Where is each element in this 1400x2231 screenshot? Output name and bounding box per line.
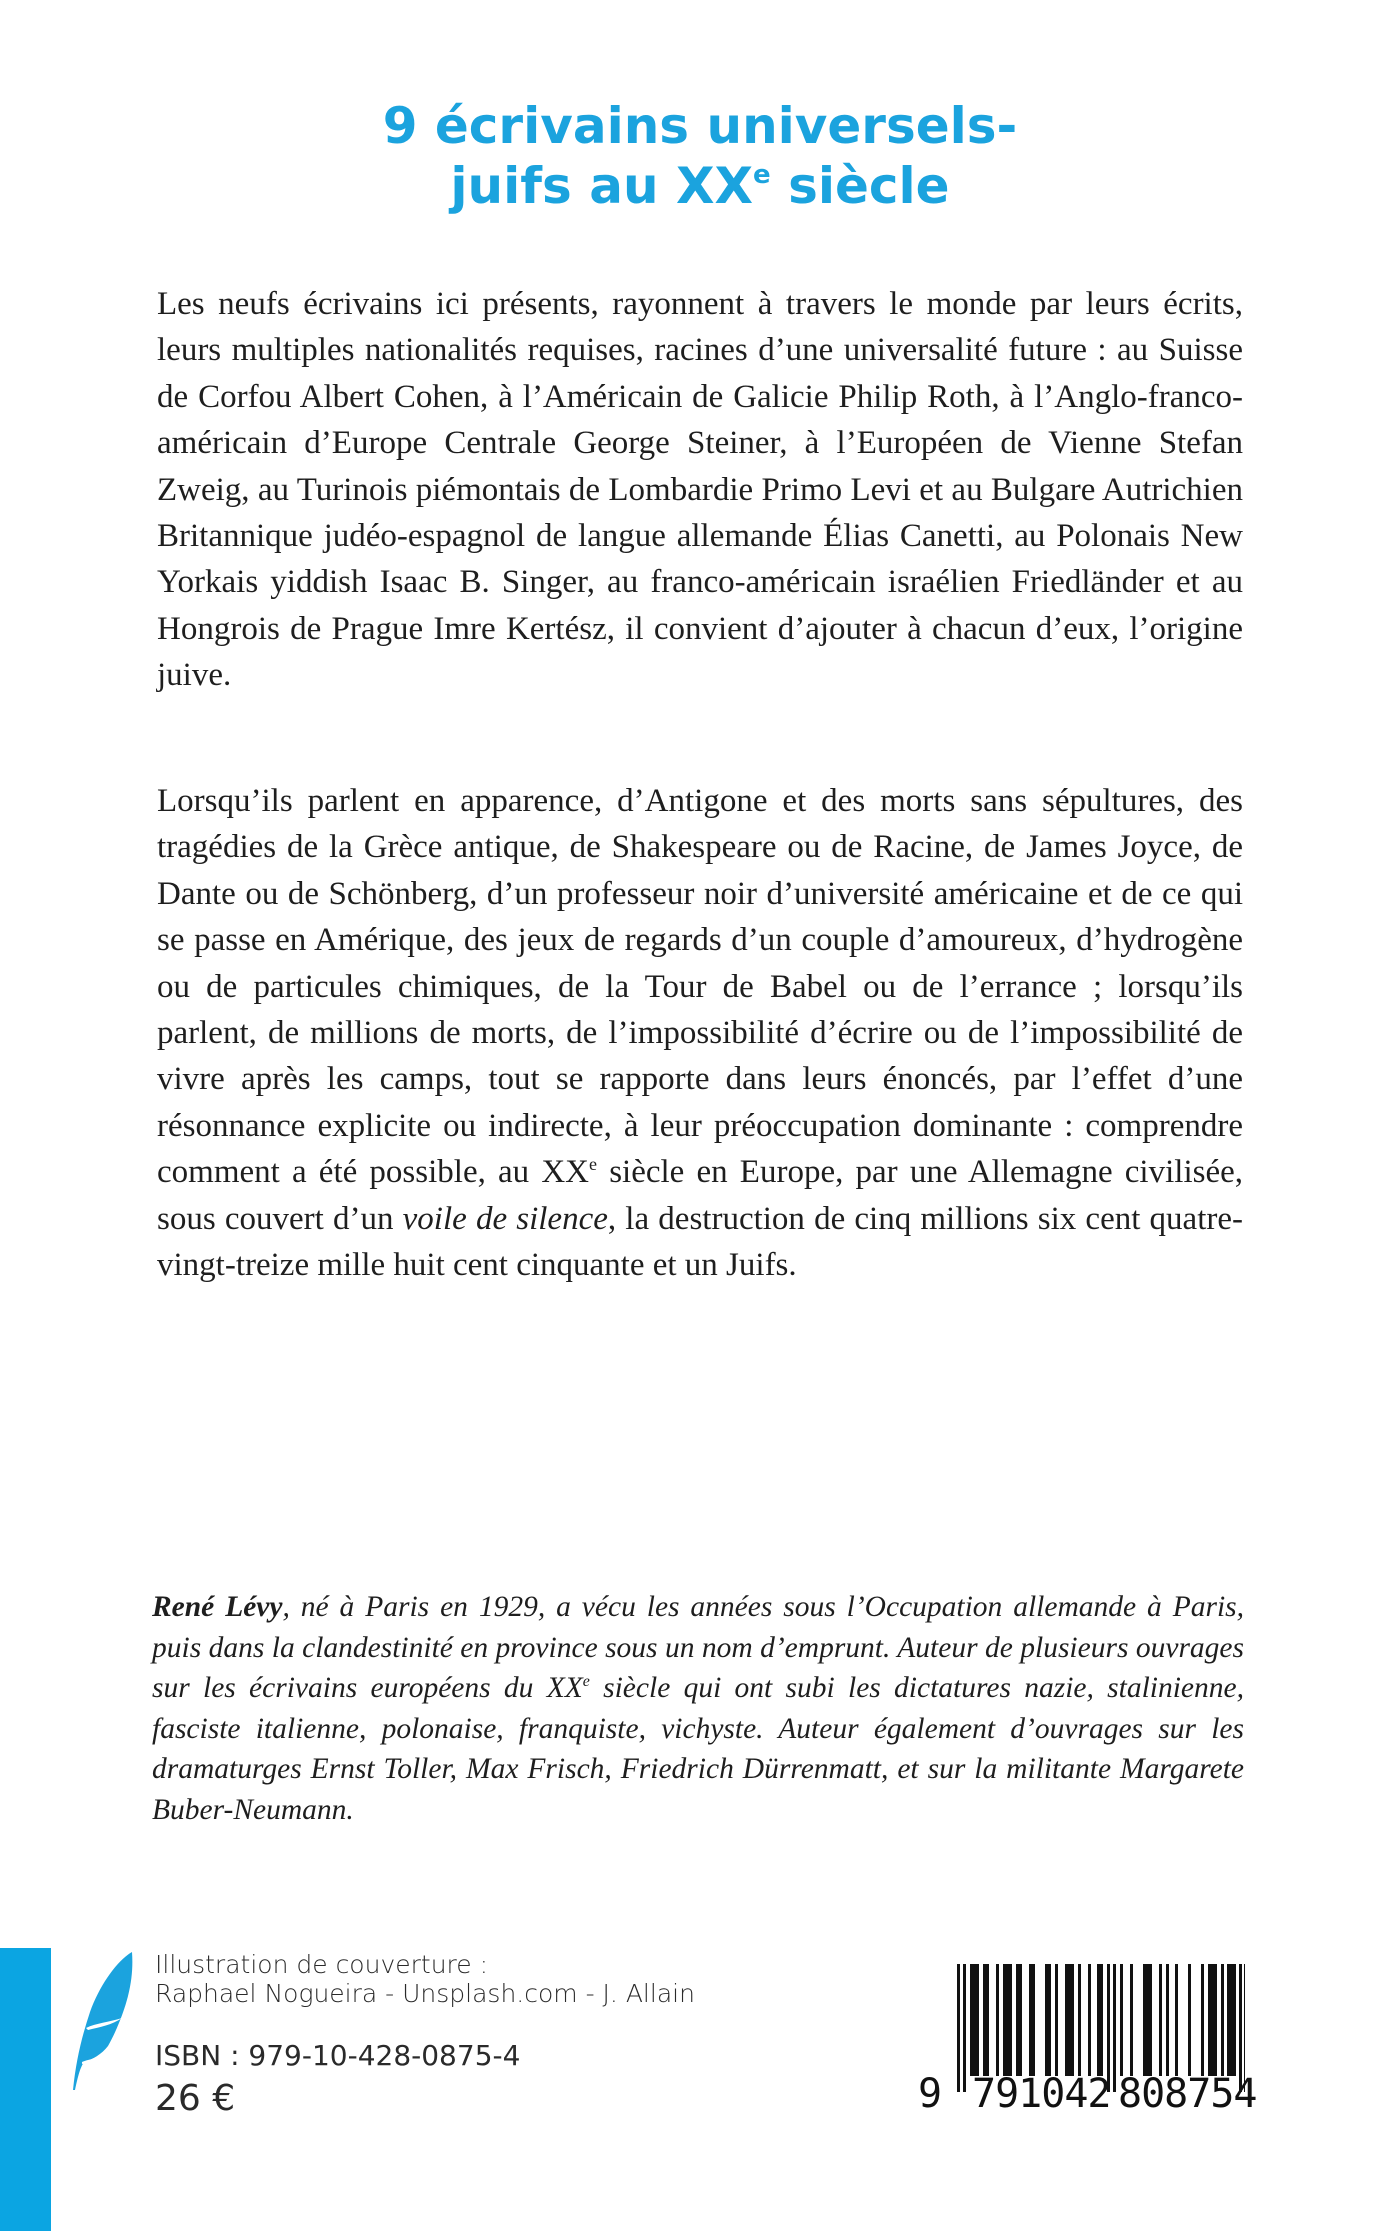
price: 26 € [155,2078,236,2119]
author-name: René Lévy [152,1591,283,1623]
blurb-paragraph-2-end: , la destruction de cinq millions six cent quatre-vingt-treize mille huit cent cinquante et un Juifs. [157,1200,1243,1284]
book-title [0,96,1400,216]
illustration-credit: Raphael Nogueira - Unsplash.com - J. Allain [155,1979,695,2008]
illustration-label: Illustration de couverture : [155,1950,489,1979]
author-bio [152,1587,1244,1831]
barcode-left-digits: 791042 [972,2071,1111,2117]
title-line-1: 9 écrivains universels- [382,97,1018,155]
title-line-2-end: siècle [770,157,950,215]
isbn: ISBN : 979-10-428-0875-4 [155,2039,521,2072]
cover-credits [155,1950,755,2120]
blurb-paragraph-1: Les neufs écrivains ici présents, rayonnent à travers le monde par leurs écrits, leurs multiples nationalités requises, racines d’une universalité future : au Suisse de Corfou Albert Cohen, à l’Américain de Galicie Philip Roth, à l’Anglo-franco-américain d’Europe Centrale George Steiner, à l’Européen de Vienne Stefan Zweig, au Turinois piémontais de Lombardie Primo Levi et au Bulgare Autrichien Britannique judéo-espagnol de langue allemande Élias Canetti, au Polonais New Yorkais yiddish Isaac B. Singer, au franco-américain israélien Friedländer et au Hongrois de Prague Imre Kertész, il convient d’ajouter à chacun d’eux, l’origine juive. [157,286,1243,694]
blurb-emphasis: voile de silence [402,1200,608,1237]
blurb-paragraph-2-text: Lorsqu’ils parlent en apparence, d’Antigone et des morts sans sépultures, des tragédies de la Grèce antique, de Shakespeare ou de Racine, de James Joyce, de Dante ou de Schönberg, d’un professeur noir d’université américaine et de ce qui se passe en Amérique, des jeux de regards d’un couple d’amoureux, d’hydrogène ou de particules chimiques, de la Tour de Babel ou de l’errance ; lorsqu’ils parlent, de millions de morts, de l’impossibilité d’écrire ou de l’impossibilité de vivre après les camps, tout se rapporte dans leurs énoncés, par l’effet d’une résonnance explicite ou indirecte, à leur préoccupation dominante : comprendre comment a été possible, au XX [157,783,1243,1191]
spine-accent-bar [0,1948,51,2231]
author-bio-text: , né à Paris en 1929, a vécu les années sous l’Occupation allemande à Paris, puis dans la clandestinité en province sous un nom d’emprunt. Auteur de plusieurs ouvrages sur les écrivains européens du XX [152,1591,1244,1705]
title-superscript: e [753,160,771,190]
title-line-2 [0,156,1400,216]
bio-century-superscript: e [582,1673,590,1691]
title-line-2-text: juifs au XX [450,157,754,215]
barcode-lead-digit: 9 [918,2071,943,2117]
author-bio-text-end: siècle qui ont subi les dictatures nazie, stalinienne, fasciste italienne, polonaise, franquiste, vichyste. Auteur également d’ouvrages sur les dramaturges Ernst Toller, Max Frisch, Friedrich Dürrenmatt, et sur la militante Margarete Buber-Neumann. [152,1672,1244,1826]
blurb-paragraph-2-text-cont: siècle en Europe, par une Allemagne civilisée, sous couvert d’un [157,1154,1243,1237]
feather-icon [70,1950,134,2092]
barcode-right-digits: 808754 [1118,2071,1257,2117]
blurb-paragraph-2 [157,778,1243,1288]
century-superscript: e [589,1154,598,1175]
